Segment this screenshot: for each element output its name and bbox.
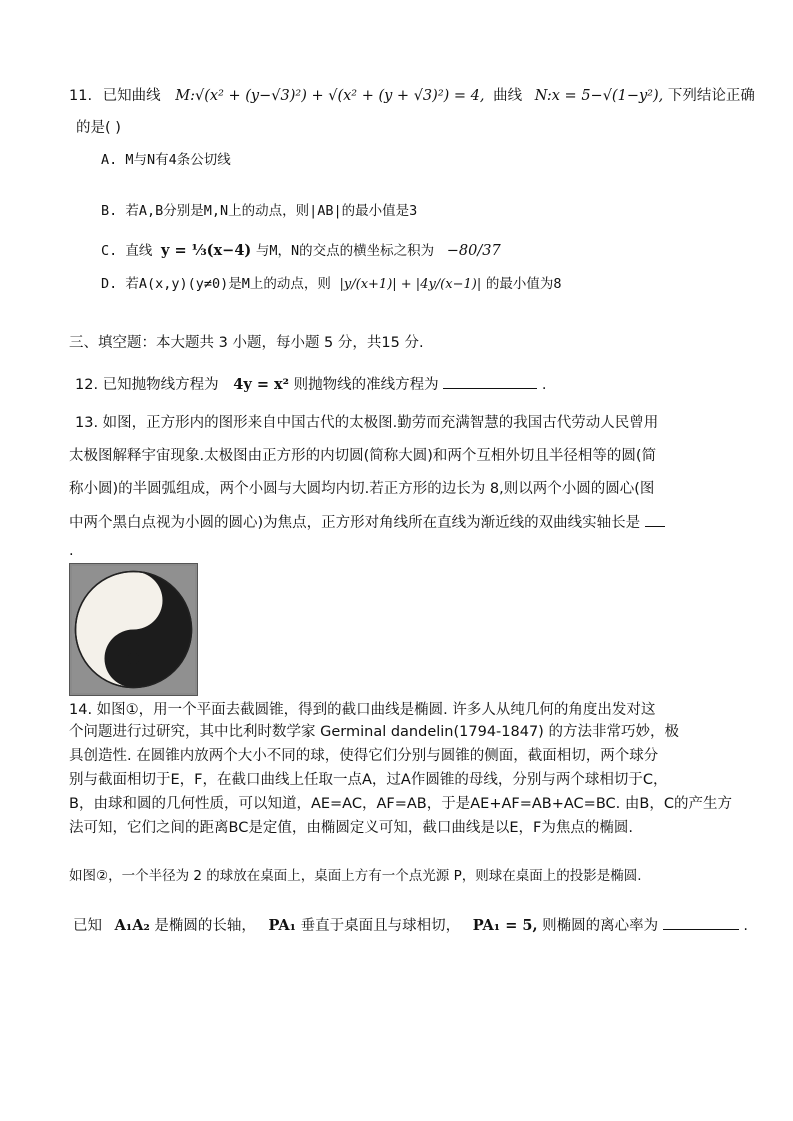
q13-line3: 称小圆)的半圆弧组成，两个小圆与大圆均内切.若正方形的边长为 8,则以两个小圆的圆心(图: [69, 481, 655, 497]
q14-line5: B，由球和圆的几何性质，可以知道，AE=AC，AF=AB，于是AE+AF=AB+AC=BC. 由B，C的产生方: [69, 796, 732, 812]
answer-blank[interactable]: [645, 512, 665, 527]
q11-stem-line2: 的是( ): [76, 120, 121, 136]
curve-n-equation: N:x = 5−√(1−y²),: [534, 88, 664, 104]
curve-m-equation: M:√(x² + (y−√3)²) + √(x² + (y + √3)²) = 4,: [175, 88, 485, 104]
q14-line1: 14. 如图①，用一个平面去截圆锥，得到的截口曲线是椭圆. 许多人从纯几何的角度出发对这: [69, 702, 656, 718]
q14-line8: 已知 A₁A₂ 是椭圆的长轴， PA₁ 垂直于桌面且与球相切， PA₁ = 5, 则椭圆的离心率为 .: [73, 917, 748, 934]
q11-option-d: D. 若A(x,y)(y≠0)是M上的动点，则 |y/(x+1)| + |4y/(x−1)| 的最小值为8: [101, 276, 562, 292]
q14-line7: 如图②，一个半径为 2 的球放在桌面上，桌面上方有一个点光源 P，则球在桌面上的投影是椭圆.: [69, 868, 642, 884]
q14-line4: 别与截面相切于E，F，在截口曲线上任取一点A，过A作圆锥的母线，分别与两个球相切于C，: [69, 772, 668, 788]
abs-expression: |y/(x+1)| + |4y/(x−1)|: [339, 277, 482, 292]
product-value: −80/37: [446, 243, 501, 259]
q14-line2: 个问题进行过研究，其中比利时数学家 Germinal dandelin(1794-1847) 的方法非常巧妙，极: [69, 724, 679, 740]
line-equation: y = ⅓(x−4): [161, 242, 252, 259]
yin-yang-icon: [70, 564, 197, 695]
q11-option-a: A. M与N有4条公切线: [101, 152, 231, 168]
q13-line2: 太极图解释宇宙现象.太极图由正方形的内切圆(简称大圆)和两个互相外切且半径相等的圆(简: [69, 448, 657, 464]
q11-option-c: C. 直线 y = ⅓(x−4) 与M，N的交点的横坐标之积为 −80/37: [101, 242, 501, 259]
question-number: 11.: [69, 88, 93, 104]
answer-blank[interactable]: [663, 915, 739, 930]
taiji-figure: [69, 563, 198, 696]
q13-line4: 中两个黑白点视为小圆的圆心)为焦点，正方形对角线所在直线为渐近线的双曲线实轴长是: [69, 512, 665, 533]
parabola-equation: 4y = x²: [233, 376, 290, 393]
q14-line3: 具创造性. 在圆锥内放两个大小不同的球，使得它们分别与圆锥的侧面，截面相切，两个球分: [69, 748, 659, 764]
section-heading: 三、填空题：本大题共 3 小题，每小题 5 分，共15 分.: [69, 335, 424, 351]
q12: 12. 已知抛物线方程为 4y = x² 则抛物线的准线方程为 .: [75, 376, 547, 393]
answer-blank[interactable]: [443, 374, 537, 389]
q11-stem-line1: 11. 已知曲线 M:√(x² + (y−√3)²) + √(x² + (y + √3)²) = 4, 曲线 N:x = 5−√(1−y²), 下列结论正确: [69, 88, 755, 104]
q13-line1: 13. 如图，正方形内的图形来自中国古代的太极图.勤劳而充满智慧的我国古代劳动人民曾用: [75, 415, 659, 431]
q13-line5: .: [69, 543, 74, 559]
q11-option-b: B. 若A,B分别是M,N上的动点，则|AB|的最小值是3: [101, 203, 418, 219]
q14-line6: 法可知，它们之间的距离BC是定值，由椭圆定义可知，截口曲线是以E，F为焦点的椭圆.: [69, 820, 633, 836]
